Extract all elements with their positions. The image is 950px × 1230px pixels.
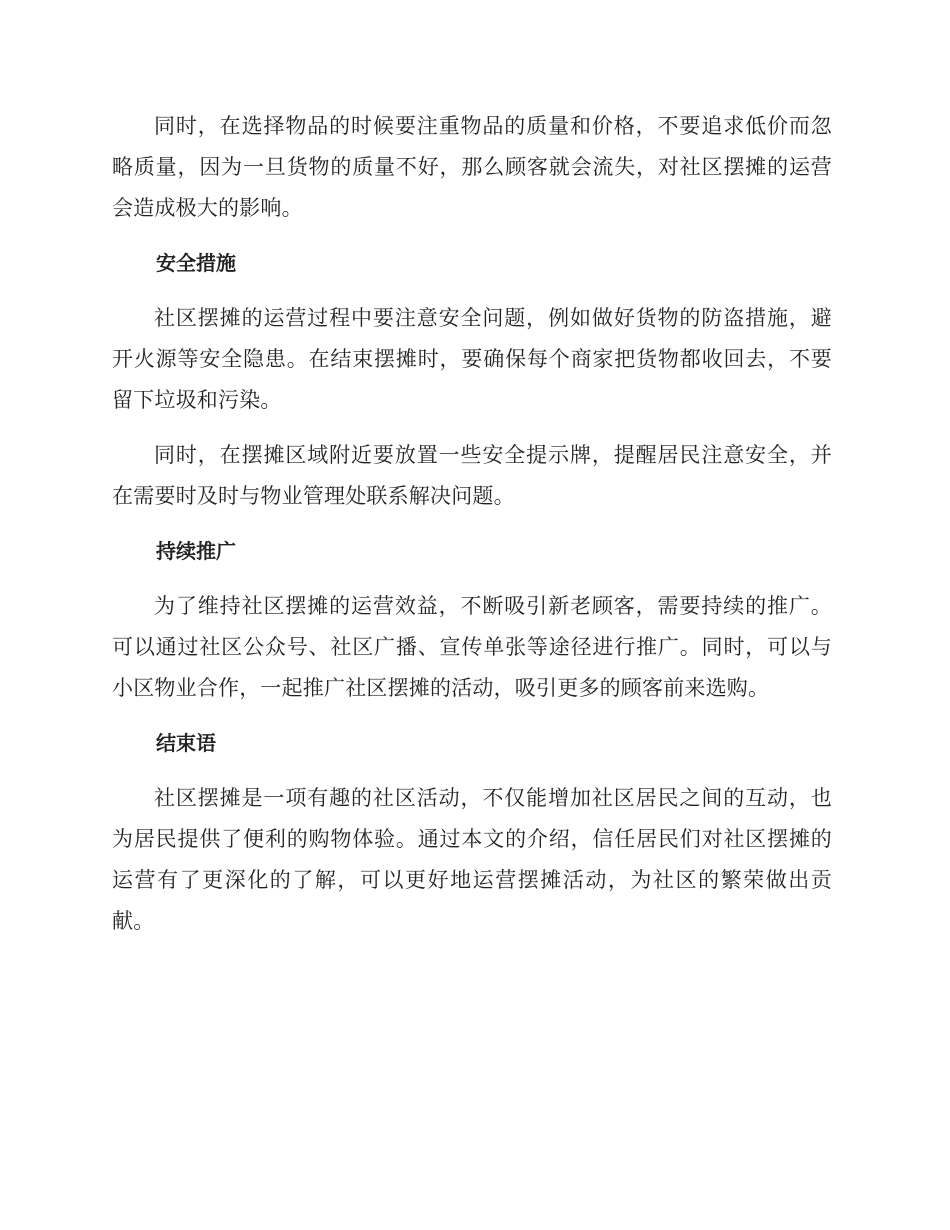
paragraph-quality: 同时，在选择物品的时候要注重物品的质量和价格，不要追求低价而忽略质量，因为一旦货物的质量不好，那么顾客就会流失，对社区摆摊的运营会造成极大的影响。 — [112, 114, 832, 220]
heading-promotion: 持续推广 — [156, 539, 236, 563]
paragraph-promotion: 为了维持社区摆摊的运营效益，不断吸引新老顾客，需要持续的推广。可以通过社区公众号、社区广播、宣传单张等途径进行推广。同时，可以与小区物业合作，一起推广社区摆摊的活动，吸引更多的顾客前来选购。 — [112, 594, 832, 700]
paragraph-conclusion: 社区摆摊是一项有趣的社区活动，不仅能增加社区居民之间的互动，也为居民提供了便利的购物体验。通过本文的介绍，信任居民们对社区摆摊的运营有了更深化的了解，可以更好地运营摆摊活动，为社区的繁荣做出贡献。 — [112, 786, 832, 933]
heading-conclusion: 结束语 — [156, 731, 216, 755]
paragraph-safety-2: 同时，在摆摊区域附近要放置一些安全提示牌，提醒居民注意安全，并在需要时及时与物业管理处联系解决问题。 — [112, 443, 832, 508]
paragraph-safety-1: 社区摆摊的运营过程中要注意安全问题，例如做好货物的防盗措施，避开火源等安全隐患。在结束摆摊时，要确保每个商家把货物都收回去，不要留下垃圾和污染。 — [112, 306, 832, 412]
document-page — [112, 106, 832, 942]
heading-safety: 安全措施 — [156, 251, 236, 275]
